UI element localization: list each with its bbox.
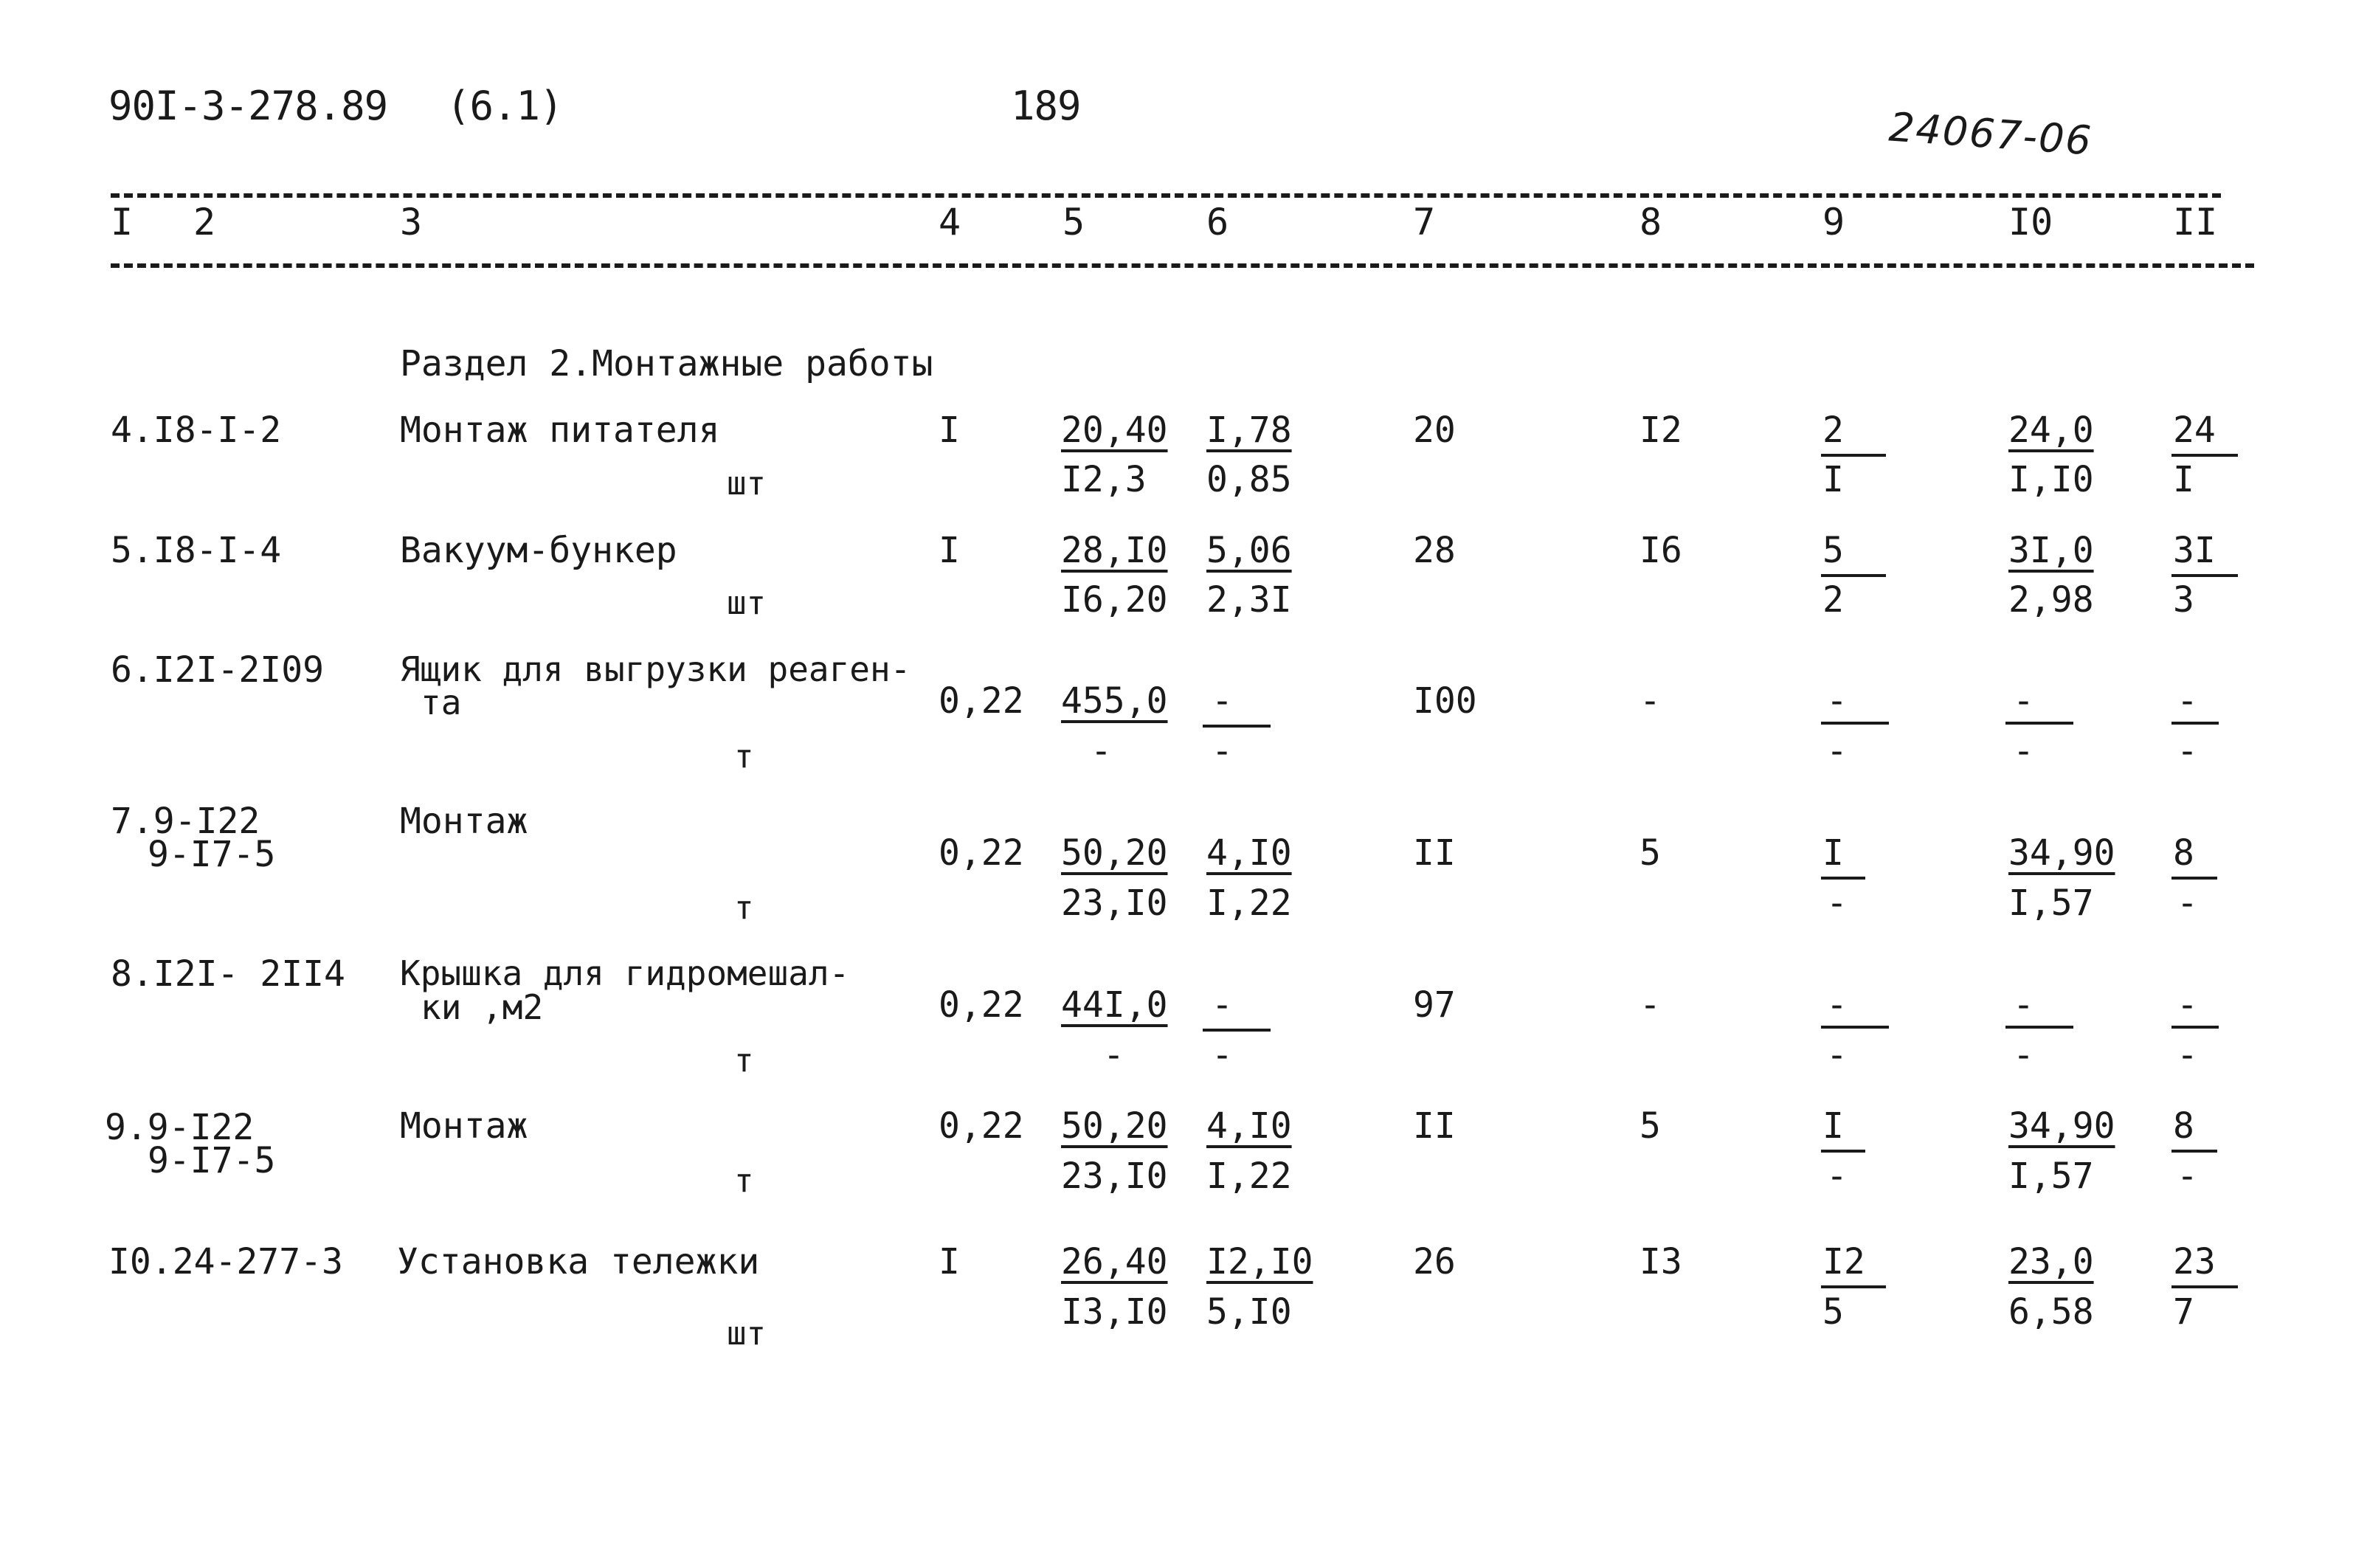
col6-numerator: I,78: [1206, 410, 1292, 451]
col6-numerator: 5,06: [1206, 530, 1292, 571]
col9-numerator: I: [1822, 1105, 1844, 1147]
col7-value: 97: [1413, 984, 1456, 1026]
row-name: Монтаж: [400, 801, 528, 842]
col7-value: 28: [1413, 530, 1456, 571]
row-unit: шт: [727, 465, 766, 502]
row-code: 5.I8-I-4: [111, 530, 282, 571]
row-quantity: I: [939, 530, 960, 571]
col9-denominator: -: [1826, 1156, 1848, 1197]
col6-denominator: I,22: [1206, 883, 1292, 924]
fraction-bar: [1821, 877, 1865, 880]
col5-denominator: 23,I0: [1061, 1156, 1168, 1197]
col7-value: 26: [1413, 1241, 1456, 1282]
row-quantity: 0,22: [939, 984, 1024, 1026]
col11-numerator: 8: [2173, 832, 2194, 874]
col11-numerator: 8: [2173, 1105, 2194, 1147]
fraction-bar: [1821, 722, 1889, 725]
col5-denominator: I3,I0: [1061, 1291, 1168, 1333]
page-number: 189: [1011, 83, 1081, 129]
row-quantity: I: [939, 1241, 960, 1282]
col-header-3: 3: [400, 201, 423, 244]
col10-denominator: 6,58: [2008, 1291, 2094, 1333]
header-top-rule: [111, 193, 2221, 198]
col9-denominator: -: [1826, 883, 1848, 924]
col10-denominator: I,57: [2008, 883, 2094, 924]
col8-value: I3: [1640, 1241, 1682, 1282]
col10-numerator: 34,90: [2008, 832, 2115, 874]
col6-numerator: 4,I0: [1206, 832, 1292, 874]
row-unit: т: [734, 1042, 754, 1080]
col10-denominator: I,I0: [2008, 459, 2094, 500]
col6-denominator: I,22: [1206, 1156, 1292, 1197]
fraction-bar: [2171, 454, 2238, 457]
col11-denominator: -: [2177, 883, 2198, 924]
fraction-bar: [1203, 1029, 1271, 1032]
col-header-9: 9: [1822, 201, 1845, 244]
col11-numerator: 3I: [2173, 530, 2216, 571]
col10-denominator: -: [2013, 1035, 2034, 1076]
col9-denominator: I: [1822, 459, 1844, 500]
col10-numerator: -: [2013, 680, 2034, 722]
col5-numerator: 455,0: [1061, 680, 1168, 722]
col8-value: 5: [1640, 832, 1661, 874]
col6-numerator: -: [1212, 984, 1233, 1026]
col11-denominator: -: [2177, 1156, 2198, 1197]
col5-numerator: 50,20: [1061, 1105, 1168, 1147]
col7-value: I00: [1413, 680, 1477, 722]
row-unit: т: [734, 1162, 754, 1200]
col-header-7: 7: [1413, 201, 1436, 244]
col11-numerator: 23: [2173, 1241, 2216, 1282]
fraction-bar: [1203, 725, 1271, 728]
row-name-continuation: ки ,м2: [421, 987, 544, 1027]
col6-denominator: 5,I0: [1206, 1291, 1292, 1333]
fraction-bar: [2171, 1026, 2219, 1029]
document-code: 90I-3-278.89: [108, 83, 388, 129]
col-header-1: I: [111, 201, 134, 244]
fraction-bar: [2005, 1026, 2073, 1029]
col11-denominator: 3: [2173, 579, 2194, 621]
col6-denominator: 2,3I: [1206, 579, 1292, 621]
col11-numerator: 24: [2173, 410, 2216, 451]
col6-numerator: I2,I0: [1206, 1241, 1313, 1282]
row-quantity: 0,22: [939, 680, 1024, 722]
row-unit: т: [734, 889, 754, 927]
col5-denominator: I2,3: [1061, 459, 1147, 500]
fraction-bar: [2171, 1285, 2238, 1288]
col-header-10: I0: [2008, 201, 2053, 244]
row-quantity: 0,22: [939, 832, 1024, 874]
col5-denominator: -: [1091, 731, 1112, 772]
col6-denominator: 0,85: [1206, 459, 1292, 500]
col-header-6: 6: [1206, 201, 1229, 244]
col9-numerator: I2: [1822, 1241, 1865, 1282]
row-name: Монтаж питателя: [400, 410, 720, 451]
row-quantity: I: [939, 410, 960, 451]
fraction-bar: [1821, 1026, 1889, 1029]
fraction-bar: [2005, 722, 2073, 725]
col11-denominator: I: [2173, 459, 2194, 500]
row-unit: т: [734, 738, 754, 776]
col10-numerator: -: [2013, 984, 2034, 1026]
row-name: Монтаж: [400, 1105, 528, 1147]
col6-denominator: -: [1212, 1035, 1233, 1076]
row-name: Ящик для выгрузки реаген-: [400, 649, 911, 689]
fraction-bar: [2171, 877, 2217, 880]
col10-denominator: I,57: [2008, 1156, 2094, 1197]
col9-numerator: -: [1826, 984, 1848, 1026]
col7-value: II: [1413, 1105, 1456, 1147]
col10-numerator: 23,0: [2008, 1241, 2094, 1282]
header-bottom-rule: [111, 263, 2254, 268]
col5-numerator: 26,40: [1061, 1241, 1168, 1282]
col7-value: 20: [1413, 410, 1456, 451]
col9-numerator: I: [1822, 832, 1844, 874]
section-title: Раздел 2.Монтажные работы: [400, 343, 933, 384]
col9-denominator: -: [1826, 731, 1848, 772]
fraction-bar: [2171, 1150, 2217, 1153]
handwritten-inventory-number: 24067-06: [1887, 103, 2094, 165]
row-code: 4.I8-I-2: [111, 410, 282, 451]
col8-value: I6: [1640, 530, 1682, 571]
fraction-bar: [1821, 1285, 1886, 1288]
row-unit: шт: [727, 1315, 766, 1353]
col10-numerator: 3I,0: [2008, 530, 2094, 571]
row-code: 7.9-I22: [111, 801, 260, 842]
col5-numerator: 20,40: [1061, 410, 1168, 451]
col7-value: II: [1413, 832, 1456, 874]
col6-denominator: -: [1212, 731, 1233, 772]
row-quantity: 0,22: [939, 1105, 1024, 1147]
row-code: 6.I2I-2I09: [111, 649, 324, 691]
row-name: Крышка для гидромешал-: [400, 953, 850, 993]
col11-numerator: -: [2177, 984, 2198, 1026]
fraction-bar: [2171, 574, 2238, 577]
col10-denominator: -: [2013, 731, 2034, 772]
col11-denominator: 7: [2173, 1291, 2194, 1333]
row-code: 9.9-I22: [105, 1107, 255, 1148]
col8-value: I2: [1640, 410, 1682, 451]
row-name-continuation: та: [421, 683, 462, 722]
col8-value: -: [1640, 680, 1661, 722]
col5-numerator: 28,I0: [1061, 530, 1168, 571]
fraction-bar: [1821, 454, 1886, 457]
col5-denominator: -: [1103, 1035, 1124, 1076]
col10-numerator: 24,0: [2008, 410, 2094, 451]
col9-numerator: 5: [1822, 530, 1844, 571]
row-unit: шт: [727, 584, 766, 622]
fraction-bar: [2171, 722, 2219, 725]
col8-value: -: [1640, 984, 1661, 1026]
col11-denominator: -: [2177, 731, 2198, 772]
col11-denominator: -: [2177, 1035, 2198, 1076]
sheet-number: (6.1): [446, 83, 563, 129]
col9-denominator: -: [1826, 1035, 1848, 1076]
col5-numerator: 44I,0: [1061, 984, 1168, 1026]
col9-denominator: 2: [1822, 579, 1844, 621]
row-name: Вакуум-бункер: [400, 530, 677, 571]
col5-denominator: I6,20: [1061, 579, 1168, 621]
fraction-bar: [1821, 1150, 1865, 1153]
col5-denominator: 23,I0: [1061, 883, 1168, 924]
col-header-4: 4: [939, 201, 961, 244]
row-name: Установка тележки: [397, 1241, 760, 1282]
col10-numerator: 34,90: [2008, 1105, 2115, 1147]
row-code: 8.I2I- 2II4: [111, 953, 345, 995]
col11-numerator: -: [2177, 680, 2198, 722]
col-header-11: II: [2173, 201, 2218, 244]
row-code-continuation: 9-I7-5: [148, 1140, 276, 1181]
col6-numerator: 4,I0: [1206, 1105, 1292, 1147]
row-code-continuation: 9-I7-5: [148, 834, 276, 875]
col5-numerator: 50,20: [1061, 832, 1168, 874]
row-code: I0.24-277-3: [108, 1241, 343, 1282]
col9-numerator: -: [1826, 680, 1848, 722]
col-header-8: 8: [1640, 201, 1662, 244]
fraction-bar: [1821, 574, 1886, 577]
col-header-5: 5: [1063, 201, 1085, 244]
col6-numerator: -: [1212, 680, 1233, 722]
col10-denominator: 2,98: [2008, 579, 2094, 621]
col8-value: 5: [1640, 1105, 1661, 1147]
col-header-2: 2: [193, 201, 216, 244]
col9-denominator: 5: [1822, 1291, 1844, 1333]
col9-numerator: 2: [1822, 410, 1844, 451]
